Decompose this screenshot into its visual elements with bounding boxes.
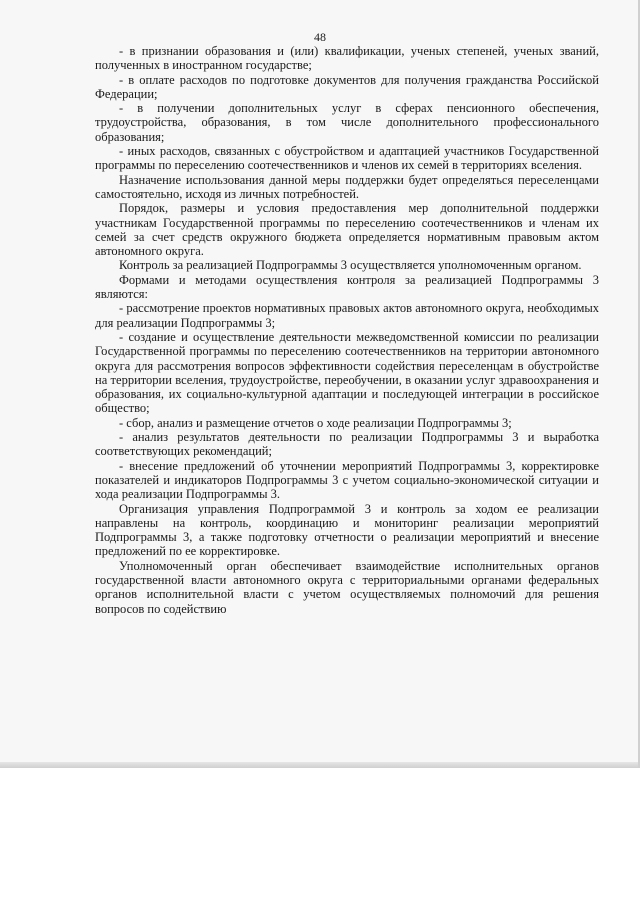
page-body — [95, 44, 599, 616]
paragraph: - в признании образования и (или) квалификации, ученых степеней, ученых званий, полученных в иностранном государстве; — [95, 44, 599, 73]
page-number: 48 — [314, 30, 326, 44]
paragraph: Организация управления Подпрограммой 3 и контроль за ходом ее реализации направлены на контроль, координацию и мониторинг реализации мероприятий Подпрограммы 3, а также подготовку отчетности о реализации мероприятий и внесение предложений по ее корректировке. — [95, 501, 599, 559]
paragraph: - в получении дополнительных услуг в сферах пенсионного обеспечения, трудоустройства, образования, в том числе дополнительного профессионального образования; — [95, 101, 599, 144]
paragraph: Уполномоченный орган обеспечивает взаимодействие исполнительных органов государственной власти автономного округа с территориальными органами федеральных органов исполнительной власти с учетом осуществляемых полномочий для решения вопросов по содействию — [95, 558, 599, 616]
paragraph: - создание и осуществление деятельности межведомственной комиссии по реализации Государственной программы по переселению соотечественников на территории автономного округа для рассмотрения вопросов эффективности содействия переселенцам в обустройстве на территории вселения, трудоустройстве, переобучении, в оказании услуг здравоохранения и образования, их социально-культурной адаптации и последующей интеграции в российское общество; — [95, 329, 599, 416]
paragraph: - в оплате расходов по подготовке документов для получения гражданства Российской Федерации; — [95, 72, 599, 101]
paragraph: Формами и методами осуществления контроля за реализацией Подпрограммы 3 являются: — [95, 272, 599, 302]
paragraph: Контроль за реализацией Подпрограммы 3 осуществляется уполномоченным органом. — [119, 258, 582, 273]
paragraph: - иных расходов, связанных с обустройством и адаптацией участников Государственной программы по переселению соотечественников и членов их семей в территориях вселения. — [95, 144, 599, 173]
paragraph: - сбор, анализ и размещение отчетов о ходе реализации Подпрограммы 3; — [119, 415, 512, 430]
paragraph: - внесение предложений об уточнении мероприятий Подпрограммы 3, корректировке показателей и индикаторов Подпрограммы 3 с учетом социально-экономической ситуации и хода реализации Подпрограммы 3. — [95, 458, 599, 502]
scan-edge — [0, 762, 640, 768]
paragraph: Назначение использования данной меры поддержки будет определяться переселенцами самостоятельно, исходя из личных потребностей. — [95, 172, 599, 201]
paragraph: Порядок, размеры и условия предоставления мер дополнительной поддержки участникам Государственной программы по переселению соотечественников и членам их семей за счет средств окружного бюджета определяется нормативным правовым актом автономного округа. — [95, 201, 599, 259]
paragraph: - рассмотрение проектов нормативных правовых актов автономного округа, необходимых для реализации Подпрограммы 3; — [95, 301, 599, 330]
paragraph: - анализ результатов деятельности по реализации Подпрограммы 3 и выработка соответствующих рекомендаций; — [95, 430, 599, 459]
